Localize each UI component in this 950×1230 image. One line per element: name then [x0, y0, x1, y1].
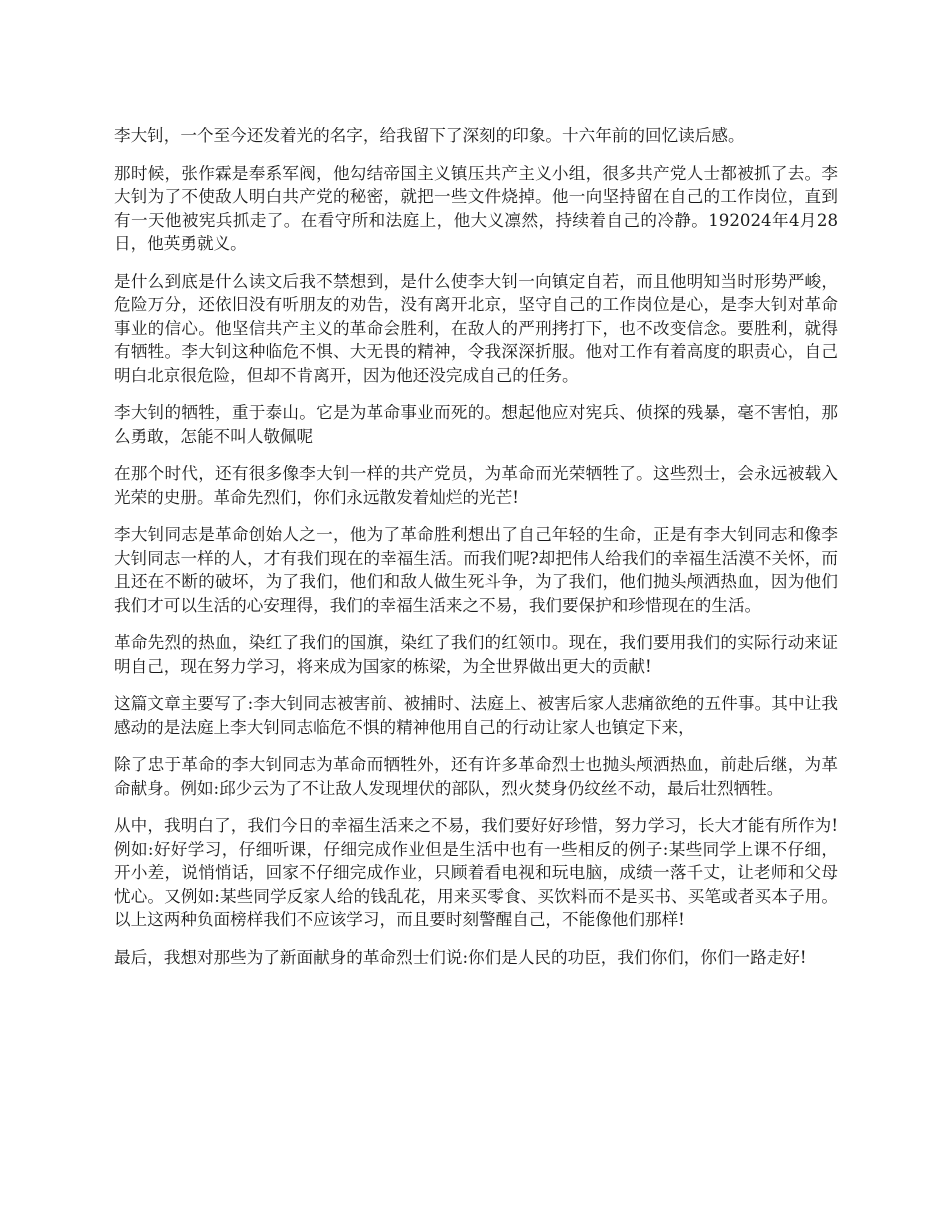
- paragraph-11: 最后，我想对那些为了新面献身的革命烈士们说:你们是人民的功臣，我们你们，你们一路走好!: [114, 947, 807, 967]
- paragraph-9: 除了忠于革命的李大钊同志为革命而牺牲外，还有许多革命烈士也抛头颅洒热血，前赴后继，为革命献身。例如:邱少云为了不让敌人发现埋伏的部队，烈火焚身仍纹丝不动，最后壮烈牺牲。: [114, 755, 838, 798]
- paragraph-3: 是什么到底是什么读文后我不禁想到，是什么使李大钊一向镇定自若，而且他明知当时形势严峻，危险万分，还依旧没有听朋友的劝告，没有离开北京，坚守自己的工作岗位是心，是李大钊对革命事业的信心。他坚信共产主义的革命会胜利，在敌人的严刑拷打下，也不改变信念。要胜利，就得有牺牲。李大钊这种临危不惧、大无畏的精神，令我深深折服。他对工作有着高度的职责心，自己明白北京很危险，但却不肯离开，因为他还没完成自己的任务。: [114, 271, 838, 385]
- paragraph-2: 那时候，张作霖是奉系军阀，他勾结帝国主义镇压共产主义小组，很多共产党人士都被抓了去。李大钊为了不使敌人明白共产党的秘密，就把一些文件烧掉。他一向坚持留在自己的工作岗位，直到有一天他被宪兵抓走了。在看守所和法庭上，他大义凛然，持续着自己的冷静。192024年4月28日，他英勇就义。: [114, 163, 838, 253]
- paragraph-10: 从中，我明白了，我们今日的幸福生活来之不易，我们要好好珍惜，努力学习，长大才能有所作为!例如:好好学习，仔细听课，仔细完成作业但是生活中也有一些相反的例子:某些同学上课不仔细，开小差，说悄悄话，回家不仔细完成作业，只顾着看电视和玩电脑，成绩一落千丈，让老师和父母忧心。又例如:某些同学反家人给的钱乱花，用来买零食、买饮料而不是买书、买笔或者买本子用。以上这两种负面榜样我们不应该学习，而且要时刻警醒自己，不能像他们那样!: [114, 816, 838, 929]
- paragraph-1: 李大钊，一个至今还发着光的名字，给我留下了深刻的印象。十六年前的回忆读后感。: [114, 126, 745, 145]
- document-body: [114, 124, 838, 983]
- paragraph-4: 李大钊的牺牲，重于泰山。它是为革命事业而死的。想起他应对宪兵、侦探的残暴，毫不害怕，那么勇敢，怎能不叫人敬佩呢: [114, 403, 838, 446]
- paragraph-8: 这篇文章主要写了:李大钊同志被害前、被捕时、法庭上、被害后家人悲痛欲绝的五件事。其中让我感动的是法庭上李大钊同志临危不惧的精神他用自己的行动让家人也镇定下来，: [114, 694, 838, 737]
- paragraph-7: 革命先烈的热血，染红了我们的国旗，染红了我们的红领巾。现在，我们要用我们的实际行动来证明自己，现在努力学习，将来成为国家的栋梁，为全世界做出更大的贡献!: [114, 633, 838, 676]
- paragraph-6: 李大钊同志是革命创始人之一，他为了革命胜利想出了自己年轻的生命，正是有李大钊同志和像李大钊同志一样的人，才有我们现在的幸福生活。而我们呢?却把伟人给我们的幸福生活漠不关怀，而且还在不断的破坏，为了我们，他们和敌人做生死斗争，为了我们，他们抛头颅洒热血，因为他们我们才可以生活的心安理得，我们的幸福生活来之不易，我们要保护和珍惜现在的生活。: [114, 525, 838, 615]
- paragraph-5: 在那个时代，还有很多像李大钊一样的共产党员，为革命而光荣牺牲了。这些烈士，会永远被载入光荣的史册。革命先烈们，你们永远散发着灿烂的光芒!: [114, 464, 838, 507]
